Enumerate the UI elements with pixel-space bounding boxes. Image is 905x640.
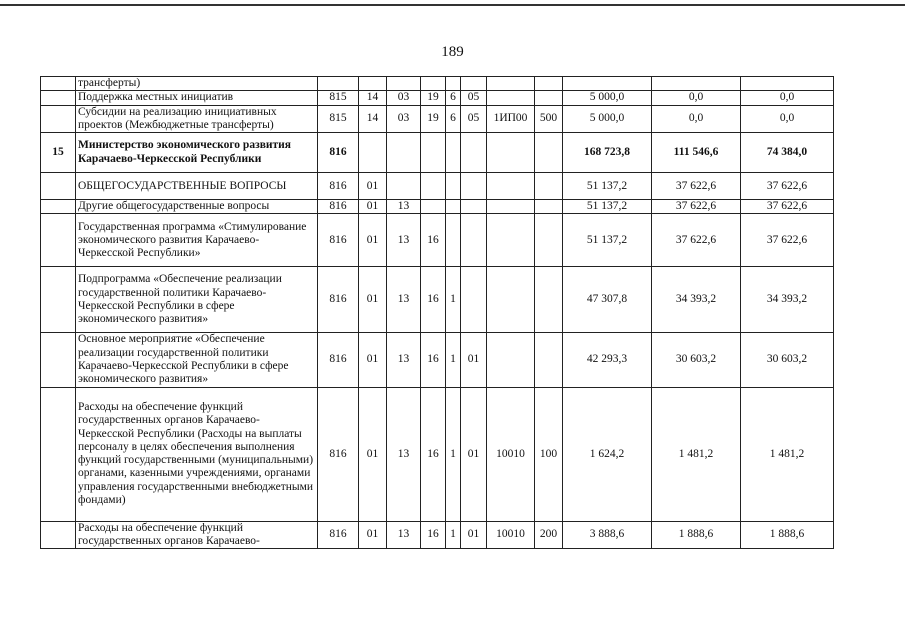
col-program: 16 xyxy=(421,387,446,521)
col-program: 16 xyxy=(421,521,446,549)
row-name: Расходы на обеспечение функций государственных органов Карачаево-Черкесской Республики (Расходы на выплаты персоналу в целях обеспечения выполнения функций государственными (муниципальными) органами, казенными учреждениями, органами управления государственными внебюджетными фондами) xyxy=(76,387,318,521)
col-program: 19 xyxy=(421,105,446,133)
row-name: Государственная программа «Стимулирование экономического развития Карачаево-Черкесской Республики» xyxy=(76,214,318,267)
col-direction xyxy=(487,173,535,200)
col-expense-type xyxy=(535,91,563,105)
col-section: 01 xyxy=(359,214,387,267)
col-section: 01 xyxy=(359,521,387,549)
page-number: 189 xyxy=(441,44,464,60)
row-name: Другие общегосударственные вопросы xyxy=(76,200,318,214)
sum-year-1 xyxy=(563,77,652,91)
col-event: 01 xyxy=(461,387,487,521)
col-expense-type: 200 xyxy=(535,521,563,549)
col-subsection: 03 xyxy=(387,105,421,133)
sum-year-2 xyxy=(652,77,741,91)
col-expense-type xyxy=(535,267,563,333)
col-expense-type xyxy=(535,333,563,387)
col-section xyxy=(359,77,387,91)
row-name: Основное мероприятие «Обеспечение реализации государственной политики Карачаево-Черкесской Республики в сфере экономического развития» xyxy=(76,333,318,387)
col-event xyxy=(461,133,487,173)
row-number xyxy=(41,200,76,214)
col-subprogram: 6 xyxy=(446,105,461,133)
row-number xyxy=(41,173,76,200)
col-program xyxy=(421,173,446,200)
scan-top-edge xyxy=(0,4,905,6)
sum-year-1: 3 888,6 xyxy=(563,521,652,549)
table-row xyxy=(41,105,834,133)
col-section: 01 xyxy=(359,267,387,333)
col-direction xyxy=(487,214,535,267)
col-program: 16 xyxy=(421,267,446,333)
sum-year-1: 5 000,0 xyxy=(563,91,652,105)
table-row xyxy=(41,214,834,267)
col-subprogram xyxy=(446,173,461,200)
col-grbs: 816 xyxy=(318,387,359,521)
col-grbs: 815 xyxy=(318,105,359,133)
col-subprogram xyxy=(446,200,461,214)
col-program xyxy=(421,200,446,214)
col-event: 01 xyxy=(461,521,487,549)
col-event xyxy=(461,173,487,200)
sum-year-3: 74 384,0 xyxy=(741,133,834,173)
col-expense-type xyxy=(535,77,563,91)
row-number xyxy=(41,77,76,91)
sum-year-2: 111 546,6 xyxy=(652,133,741,173)
col-section: 01 xyxy=(359,333,387,387)
col-section: 01 xyxy=(359,387,387,521)
table-row xyxy=(41,77,834,91)
col-subsection xyxy=(387,77,421,91)
col-event xyxy=(461,200,487,214)
col-event: 05 xyxy=(461,91,487,105)
col-subprogram: 1 xyxy=(446,521,461,549)
col-program xyxy=(421,133,446,173)
col-subsection: 13 xyxy=(387,267,421,333)
col-grbs: 816 xyxy=(318,133,359,173)
col-subprogram xyxy=(446,133,461,173)
col-expense-type: 500 xyxy=(535,105,563,133)
col-subprogram xyxy=(446,214,461,267)
col-grbs: 816 xyxy=(318,521,359,549)
col-event: 05 xyxy=(461,105,487,133)
row-number xyxy=(41,387,76,521)
sum-year-2: 37 622,6 xyxy=(652,173,741,200)
sum-year-1: 1 624,2 xyxy=(563,387,652,521)
table-row xyxy=(41,133,834,173)
col-direction xyxy=(487,267,535,333)
col-section: 01 xyxy=(359,200,387,214)
col-expense-type: 100 xyxy=(535,387,563,521)
table-row xyxy=(41,200,834,214)
col-grbs: 815 xyxy=(318,91,359,105)
sum-year-1: 5 000,0 xyxy=(563,105,652,133)
row-number xyxy=(41,333,76,387)
row-number xyxy=(41,214,76,267)
col-program: 16 xyxy=(421,333,446,387)
col-direction xyxy=(487,333,535,387)
col-event: 01 xyxy=(461,333,487,387)
col-grbs: 816 xyxy=(318,200,359,214)
col-subprogram: 1 xyxy=(446,267,461,333)
col-subsection xyxy=(387,133,421,173)
row-number xyxy=(41,267,76,333)
row-name: Поддержка местных инициатив xyxy=(76,91,318,105)
sum-year-1: 51 137,2 xyxy=(563,200,652,214)
col-direction xyxy=(487,200,535,214)
sum-year-3 xyxy=(741,77,834,91)
col-grbs xyxy=(318,77,359,91)
row-number: 15 xyxy=(41,133,76,173)
row-name: Подпрограмма «Обеспечение реализации государственной политики Карачаево-Черкесской Республики в сфере экономического развития» xyxy=(76,267,318,333)
row-name: Субсидии на реализацию инициативных проектов (Межбюджетные трансферты) xyxy=(76,105,318,133)
row-number xyxy=(41,105,76,133)
col-program: 19 xyxy=(421,91,446,105)
col-subsection: 13 xyxy=(387,387,421,521)
col-event xyxy=(461,267,487,333)
sum-year-1: 42 293,3 xyxy=(563,333,652,387)
table-row xyxy=(41,91,834,105)
row-name: трансферты) xyxy=(76,77,318,91)
sum-year-1: 47 307,8 xyxy=(563,267,652,333)
col-event xyxy=(461,214,487,267)
col-section xyxy=(359,133,387,173)
col-subsection: 13 xyxy=(387,200,421,214)
sum-year-1: 51 137,2 xyxy=(563,214,652,267)
table-row xyxy=(41,267,834,333)
col-subprogram xyxy=(446,77,461,91)
sum-year-3: 0,0 xyxy=(741,105,834,133)
sum-year-3: 1 888,6 xyxy=(741,521,834,549)
table-row xyxy=(41,173,834,200)
table-row xyxy=(41,387,834,521)
sum-year-2: 34 393,2 xyxy=(652,267,741,333)
col-grbs: 816 xyxy=(318,214,359,267)
col-subprogram: 1 xyxy=(446,333,461,387)
sum-year-3: 37 622,6 xyxy=(741,200,834,214)
col-direction xyxy=(487,91,535,105)
col-subprogram: 6 xyxy=(446,91,461,105)
col-section: 14 xyxy=(359,105,387,133)
sum-year-2: 37 622,6 xyxy=(652,214,741,267)
col-subsection: 13 xyxy=(387,214,421,267)
sum-year-1: 168 723,8 xyxy=(563,133,652,173)
sum-year-3: 0,0 xyxy=(741,91,834,105)
sum-year-3: 1 481,2 xyxy=(741,387,834,521)
sum-year-3: 37 622,6 xyxy=(741,214,834,267)
col-direction xyxy=(487,77,535,91)
col-expense-type xyxy=(535,173,563,200)
col-grbs: 816 xyxy=(318,267,359,333)
col-program: 16 xyxy=(421,214,446,267)
col-expense-type xyxy=(535,214,563,267)
table-row xyxy=(41,333,834,387)
row-name: ОБЩЕГОСУДАРСТВЕННЫЕ ВОПРОСЫ xyxy=(76,173,318,200)
col-subsection xyxy=(387,173,421,200)
col-subsection: 13 xyxy=(387,521,421,549)
col-section: 14 xyxy=(359,91,387,105)
col-expense-type xyxy=(535,200,563,214)
col-section: 01 xyxy=(359,173,387,200)
sum-year-2: 30 603,2 xyxy=(652,333,741,387)
col-event xyxy=(461,77,487,91)
col-grbs: 816 xyxy=(318,173,359,200)
table-row xyxy=(41,521,834,549)
col-program xyxy=(421,77,446,91)
col-expense-type xyxy=(535,133,563,173)
sum-year-3: 34 393,2 xyxy=(741,267,834,333)
col-direction xyxy=(487,133,535,173)
sum-year-2: 1 888,6 xyxy=(652,521,741,549)
col-grbs: 816 xyxy=(318,333,359,387)
col-subsection: 13 xyxy=(387,333,421,387)
row-number xyxy=(41,521,76,549)
sum-year-3: 30 603,2 xyxy=(741,333,834,387)
col-subsection: 03 xyxy=(387,91,421,105)
sum-year-2: 0,0 xyxy=(652,105,741,133)
sum-year-3: 37 622,6 xyxy=(741,173,834,200)
sum-year-2: 37 622,6 xyxy=(652,200,741,214)
sum-year-2: 1 481,2 xyxy=(652,387,741,521)
sum-year-1: 51 137,2 xyxy=(563,173,652,200)
row-name: Министерство экономического развития Карачаево-Черкесской Республики xyxy=(76,133,318,173)
sum-year-2: 0,0 xyxy=(652,91,741,105)
col-direction: 10010 xyxy=(487,521,535,549)
row-number xyxy=(41,91,76,105)
col-direction: 10010 xyxy=(487,387,535,521)
col-subprogram: 1 xyxy=(446,387,461,521)
col-direction: 1ИП00 xyxy=(487,105,535,133)
budget-table xyxy=(40,76,834,549)
row-name: Расходы на обеспечение функций государственных органов Карачаево- xyxy=(76,521,318,549)
